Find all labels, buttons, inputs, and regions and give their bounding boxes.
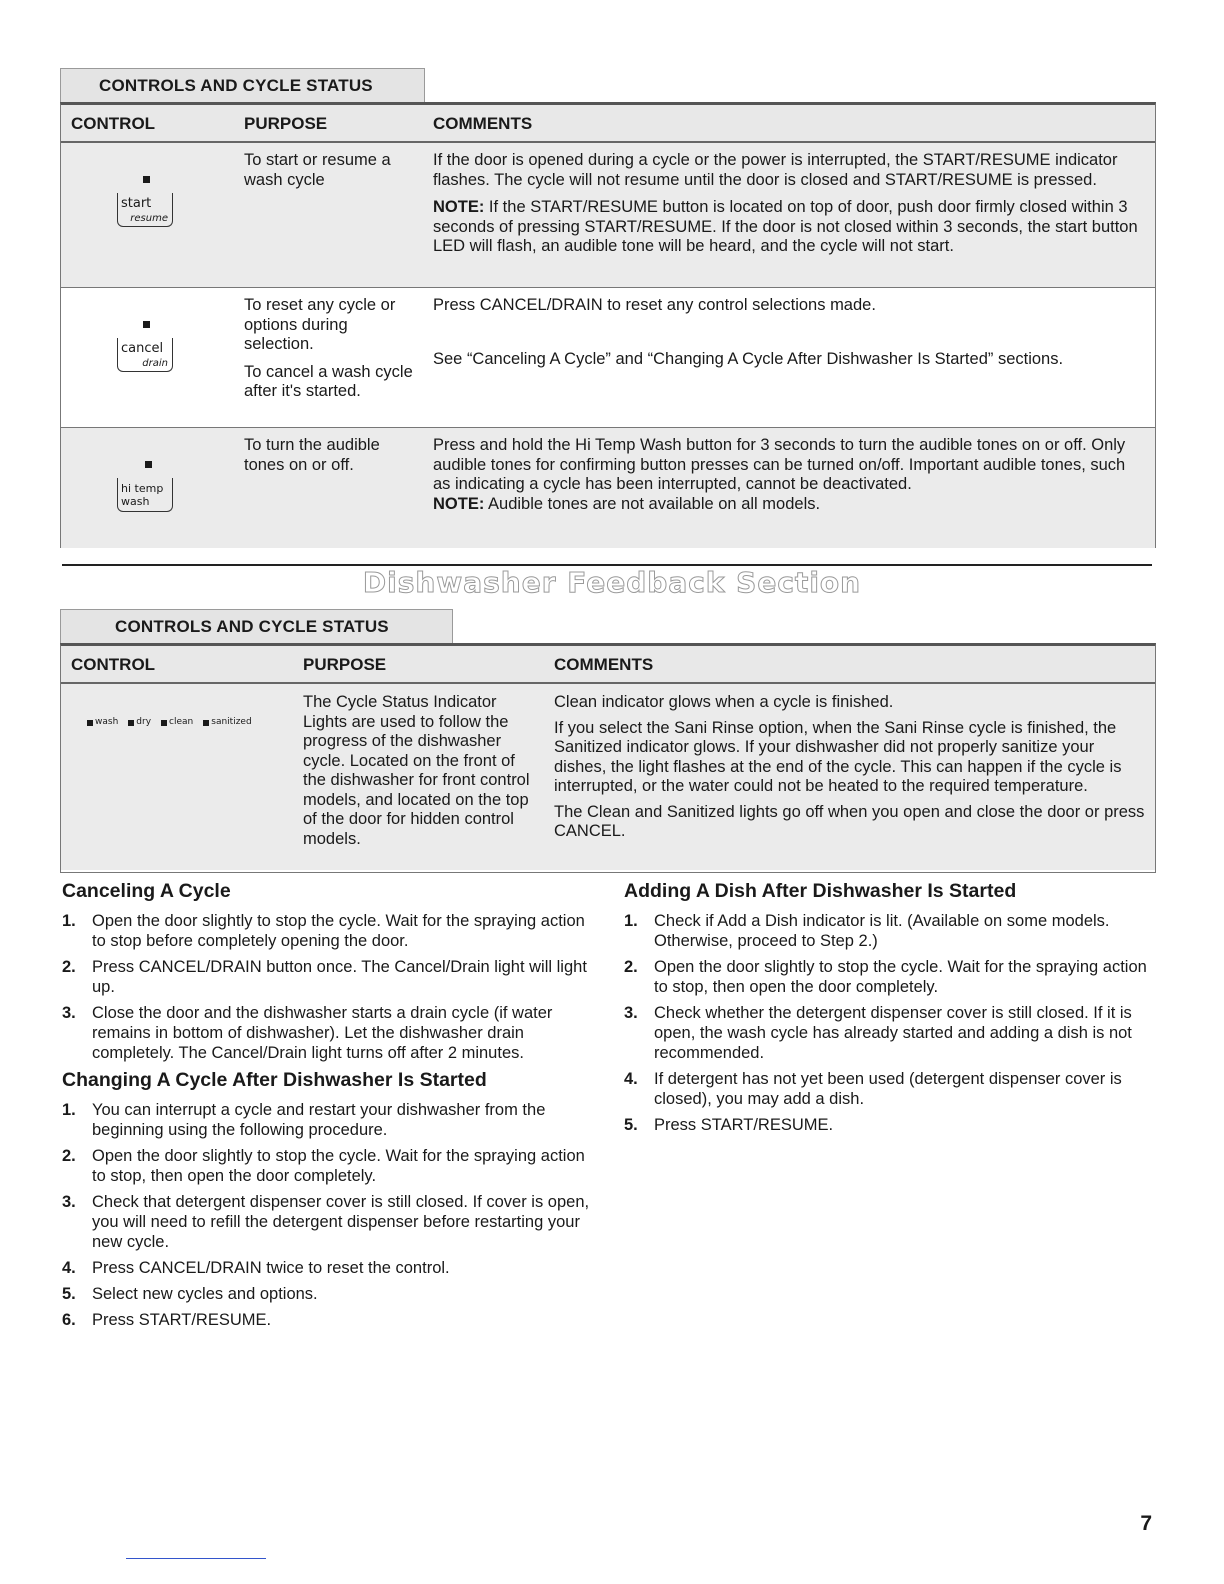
sanitized-light-icon: sanitized <box>203 713 251 733</box>
list-item: 3. Close the door and the dishwasher starts a drain cycle (if water remains in bottom of dishwasher). Let the dishwasher drain completely. The Cancel/Drain light turns off after 2 minutes. <box>62 1004 553 1062</box>
table-row-start <box>61 143 1155 288</box>
purpose-cell: To reset any cycle or options during selection. To cancel a wash cycle after it's started. <box>244 296 413 400</box>
header-control: CONTROL <box>71 114 156 133</box>
list-item: 5. Select new cycles and options. <box>62 1285 318 1303</box>
comments-cell: If the door is opened during a cycle or the power is interrupted, the START/RESUME indicator flashes. The cycle will not resume until the door is closed and START/RESUME is pressed. NOTE: If the START/RESUME button is located on top of door, push door firmly closed within 3 seconds of pressing START/RESUME. If the door is not closed within 3 seconds, the start button LED will flash, an audible tone will be heard, and the cycle will not start. <box>433 151 1138 255</box>
header-purpose: PURPOSE <box>303 655 387 674</box>
changing-steps <box>62 1100 590 1330</box>
canceling-steps <box>62 911 590 1063</box>
start-led-icon <box>143 176 150 183</box>
table-row-hi-temp <box>61 428 1155 548</box>
table2-header <box>61 646 1155 684</box>
list-item: 1. You can interrupt a cycle and restart your dishwasher from the beginning using the following procedure. <box>62 1101 546 1139</box>
list-item: 3. Check whether the detergent dispenser cover is still closed. If it is open, the wash cycle has already started and adding a dish is not recommended. <box>624 1004 1132 1062</box>
list-item: 4. Press CANCEL/DRAIN twice to reset the control. <box>62 1259 450 1277</box>
cycle-status-lights <box>87 713 252 733</box>
cancel-led-icon <box>143 321 150 328</box>
canceling-heading: Canceling A Cycle <box>62 880 231 902</box>
changing-heading: Changing A Cycle After Dishwasher Is Started <box>62 1069 487 1091</box>
purpose-cell: To start or resume a wash cycle <box>244 151 391 189</box>
header-comments: COMMENTS <box>433 114 533 133</box>
table2-label: CONTROLS AND CYCLE STATUS <box>60 609 453 643</box>
start-resume-button-icon: start resume <box>117 193 173 227</box>
list-item: 6. Press START/RESUME. <box>62 1311 272 1329</box>
right-column <box>624 880 1156 1141</box>
cancel-drain-button-icon: cancel drain <box>117 338 173 372</box>
list-item: 2. Open the door slightly to stop the cycle. Wait for the spraying action to stop, then open the door completely. <box>624 958 1147 996</box>
purpose-cell: The Cycle Status Indicator Lights are used to follow the progress of the dishwasher cycle. Located on the front of the dishwasher for front control models, and located on the top of the door for hidden control models. <box>303 693 530 848</box>
table1-header <box>61 105 1155 143</box>
hi-temp-led-icon <box>145 461 152 468</box>
adding-steps <box>624 911 1156 1135</box>
controls-table-1 <box>60 102 1156 548</box>
list-item: 1. Check if Add a Dish indicator is lit. (Available on some models. Otherwise, proceed to Step 2.) <box>624 912 1110 950</box>
comments-cell: Press CANCEL/DRAIN to reset any control selections made. See “Canceling A Cycle” and “Changing A Cycle After Dishwasher Is Started” sections. <box>433 296 1064 368</box>
controls-table-2 <box>60 643 1156 873</box>
table-row-status <box>61 684 1155 870</box>
left-column <box>62 880 590 1336</box>
wash-light-icon: wash <box>87 713 118 733</box>
dry-light-icon: dry <box>128 713 151 733</box>
header-comments: COMMENTS <box>554 655 654 674</box>
header-purpose: PURPOSE <box>244 114 328 133</box>
comments-cell: Press and hold the Hi Temp Wash button for 3 seconds to turn the audible tones on or off. Only audible tones for confirming button presses can be turned on/off. Important audible tones, such as indicating a cycle has been interrupted, cannot be deactivated. NOTE: Audible tones are not available on all models. <box>433 436 1126 513</box>
list-item: 1. Open the door slightly to stop the cycle. Wait for the spraying action to stop before completely opening the door. <box>62 912 585 950</box>
clean-light-icon: clean <box>161 713 193 733</box>
footer-rule <box>126 1558 266 1559</box>
list-item: 3. Check that detergent dispenser cover is still closed. If cover is open, you will need to refill the detergent dispenser before restarting your new cycle. <box>62 1193 590 1251</box>
hi-temp-wash-button-icon: hi temp wash <box>117 478 173 512</box>
list-item: 2. Open the door slightly to stop the cycle. Wait for the spraying action to stop, then open the door completely. <box>62 1147 585 1185</box>
list-item: 4. If detergent has not yet been used (detergent dispenser cover is closed), you may add a dish. <box>624 1070 1122 1108</box>
page-number: 7 <box>1140 1512 1152 1535</box>
table-row-cancel <box>61 288 1155 428</box>
list-item: 2. Press CANCEL/DRAIN button once. The Cancel/Drain light will light up. <box>62 958 587 996</box>
section-title: Dishwasher Feedback Section <box>362 566 862 599</box>
header-control: CONTROL <box>71 655 156 674</box>
table1-label: CONTROLS AND CYCLE STATUS <box>60 68 425 102</box>
list-item: 5. Press START/RESUME. <box>624 1116 834 1134</box>
adding-heading: Adding A Dish After Dishwasher Is Started <box>624 880 1017 902</box>
comments-cell: Clean indicator glows when a cycle is finished. If you select the Sani Rinse option, when the Sani Rinse cycle is finished, the Sanitized indicator glows. If your dishwasher did not properly sanitize your dishes, the light flashes at the end of the cycle. This can happen if the cycle is interrupted, or the water could not be heated to the required temperature. The Clean and Sanitized lights go off when you open and close the door or press CANCEL. <box>554 693 1145 840</box>
purpose-cell: To turn the audible tones on or off. <box>244 436 380 474</box>
